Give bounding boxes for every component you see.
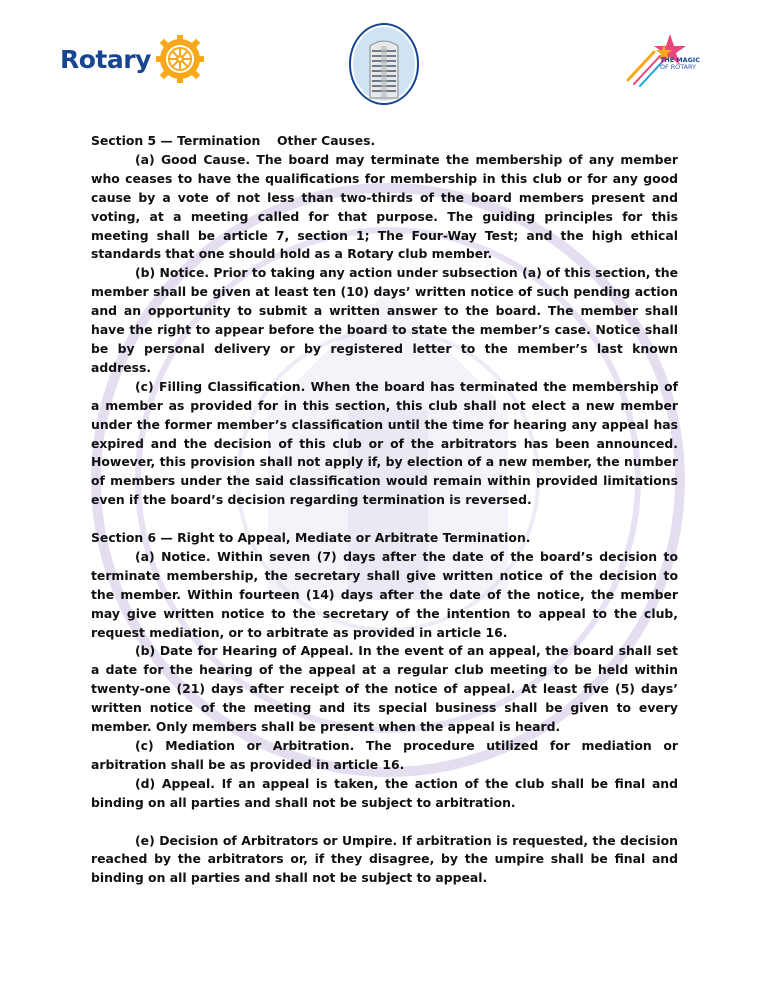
section-6-paragraph-e: (e) Decision of Arbitrators or Umpire. If arbitration is requested, the decision reached by the arbitrators or, if they disagree, by the umpire shall be final and binding on all parties and shall not be subject to appeal.	[91, 832, 678, 886]
section-5-paragraph-c: (c) Filling Classification. When the board has terminated the membership of a member as provided for in this section, this club shall not elect a new member under the former member’s classification until the time for hearing any appeal has expired and the decision of this club or of the arbitrators has been announced. However, this provision shall not apply if, by election of a new member, the number of members under the said classification would remain within provided limitations even if the board’s decision regarding termination is reversed.	[91, 378, 678, 508]
section-5-title: Section 5 — Termination Other Causes.	[91, 133, 376, 148]
section-5-paragraph-b: (b) Notice. Prior to taking any action under subsection (a) of this section, the member shall be given at least ten (10) days’ written notice of such pending action and an opportunity to submit a written answer to the board. The member shall have the right to appear before the board to state the member’s case. Notice shall be by personal delivery or by registered letter to the member’s last known address.	[91, 265, 678, 375]
section-6-paragraph-b: (b) Date for Hearing of Appeal. In the event of an appeal, the board shall set a date for the hearing of the appeal at a regular club meeting to be held within twenty-one (21) days after receipt of the notice of appeal. At least five (5) days’ written notice of the meeting and its special business shall be given to every member. Only members shall be present when the appeal is heard.	[91, 643, 678, 735]
spacer	[91, 813, 678, 832]
rotary-wheel-icon	[155, 34, 205, 84]
section-6-title: Section 6 — Right to Appeal, Mediate or Arbitrate Termination.	[91, 530, 531, 546]
rotary-wordmark: Rotary	[60, 44, 151, 74]
rotary-logo	[60, 34, 205, 84]
section-6-paragraph-a: (a) Notice. Within seven (7) days after the date of the board’s decision to terminate membership, the secretary shall give written notice of the decision to the member. Within fourteen (14) days after the date of the notice, the member may give written notice to the secretary of the intention to appeal to the club, request mediation, or to arbitrate as provided in article 16.	[91, 548, 678, 640]
magic-of-rotary-text	[660, 57, 700, 71]
document-body	[91, 132, 678, 888]
magic-logo-line2: OF ROTARY	[660, 63, 696, 71]
section-6-paragraph-c: (c) Mediation or Arbitration. The procedure utilized for mediation or arbitration shall be as provided in article 16.	[91, 737, 678, 772]
spacer	[91, 510, 678, 529]
magic-logo-line1: THE MAGIC	[660, 56, 700, 64]
section-5-paragraph-a: (a) Good Cause. The board may terminate the membership of any member who ceases to have the qualifications for membership in this club or for any good cause by a vote of not less than two-thirds of the board members present and voting, at a meeting called for that purpose. The guiding principles for this meeting shall be article 7, section 1; The Four-Way Test; and the high ethical standards that one should hold as a Rotary club member.	[91, 151, 678, 262]
section-6-paragraph-d: (d) Appeal. If an appeal is taken, the action of the club shall be final and binding on all parties and shall not be subject to arbitration.	[91, 775, 678, 810]
building-emblem-icon	[348, 22, 420, 106]
